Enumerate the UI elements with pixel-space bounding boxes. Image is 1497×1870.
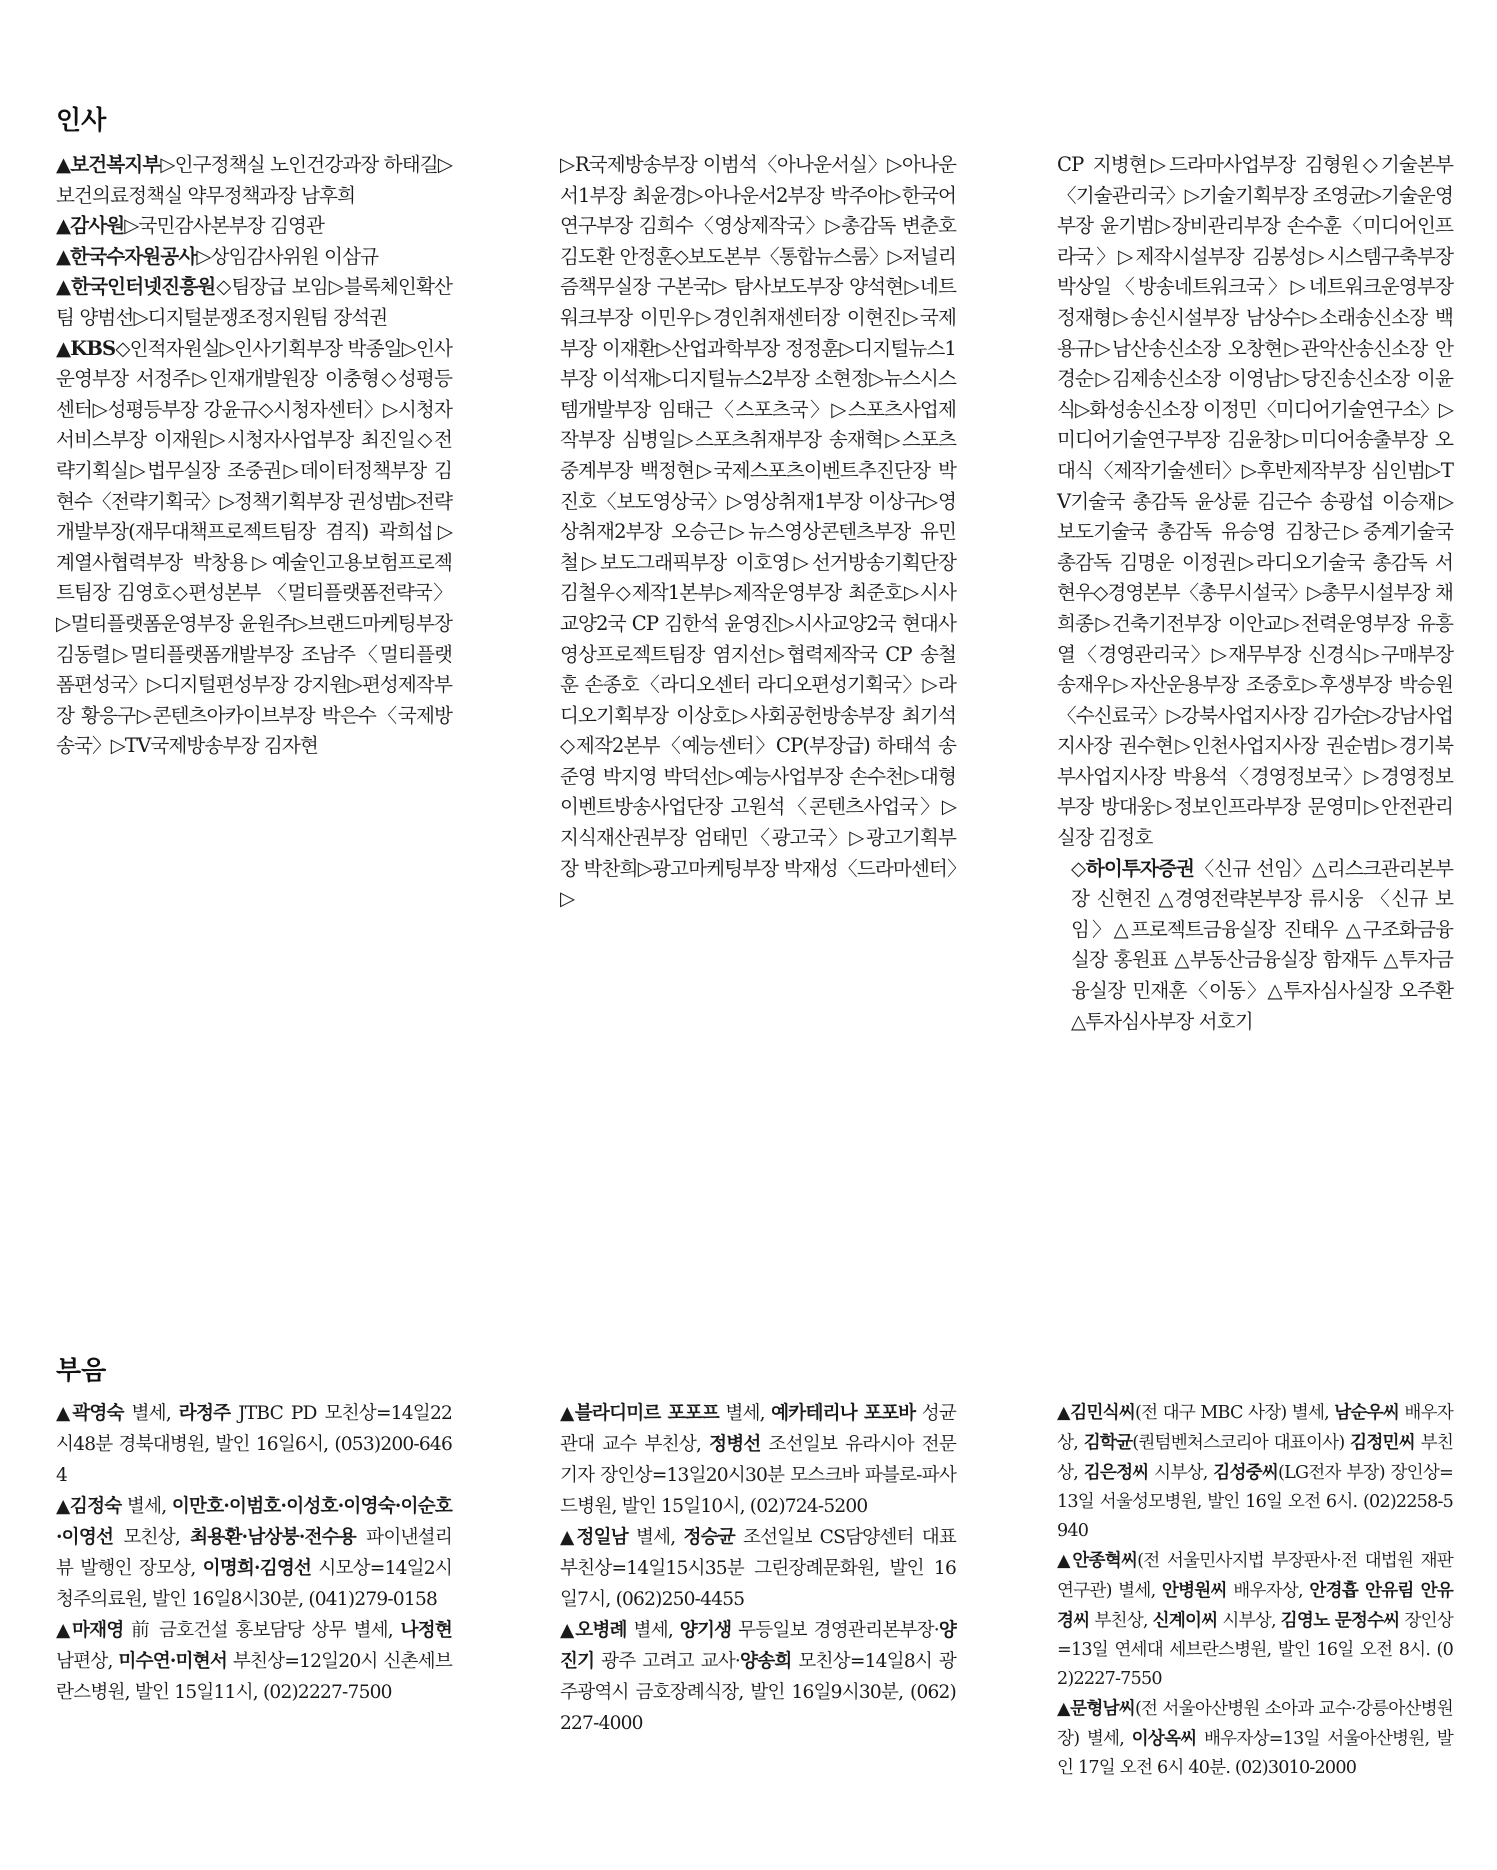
personnel-entry (56, 211, 452, 242)
section-title-personnel: 인사 (56, 106, 107, 136)
person-name: 이명희·김영선 (202, 1558, 312, 1579)
personnel-entry (56, 272, 452, 333)
person-name: ▲김정숙 (56, 1496, 122, 1517)
personnel-entry (56, 242, 452, 273)
obituary-detail: 부친상, (1057, 1433, 1454, 1483)
person-name: 남순우씨 (1334, 1402, 1400, 1423)
obituary-detail: 배우자상, (1226, 1581, 1310, 1601)
person-name: 김성중씨 (1213, 1462, 1279, 1483)
personnel-detail: CP 지병현▷드라마사업부장 김형원◇기술본부〈기술관리국〉▷기술기획부장 조영균▷기술운영부장 윤기범▷장비관리부장 손수훈〈미디어인프라국〉▷제작시설부장 김봉성▷시스템구축부장 박상일〈방송네트워크국〉▷네트워크운영부장 정재형▷송신시설부장 남상수▷소래송신소장 백용규▷남산송신소장 오창현▷관악산송신소장 안경순▷김제송신소장 이영남▷당진송신소장 이윤식▷화성송신소장 이정민〈미디어기술연구소〉▷미디어기술연구부장 김윤창▷미디어송출부장 오대식〈제작기술센터〉▷후반제작부장 심인범▷TV기술국 총감독 윤상륜 김근수 송광섭 이승재▷보도기술국 총감독 유승영 김창근▷중계기술국 총감독 김명운 이정권▷라디오기술국 총감독 서현우◇경영본부〈총무시설국〉▷총무시설부장 채희종▷건축기전부장 이안교▷전력운영부장 유흥열〈경영관리국〉▷재무부장 신경식▷구매부장 송재우▷자산운용부장 조중호▷후생부장 박승원〈수신료국〉▷강북사업지사장 김가순▷강남사업지사장 권수현▷인천사업지사장 권순범▷경기북부사업지사장 박용석〈경영정보국〉▷경영정보부장 방대웅▷정보인프라부장 문영미▷안전관리실장 김정호 (1057, 153, 1453, 850)
obituary-detail: (전 서울민사지법 부장판사·전 대법원 재판연구관) 별세, (1057, 1551, 1453, 1601)
obituary-detail: 남편상, (56, 1651, 119, 1672)
person-name: ▲마재영 (56, 1620, 124, 1641)
personnel-column-2 (560, 150, 956, 915)
person-name: 김영노 문정수씨 (1280, 1610, 1400, 1631)
obituary-column-1 (56, 1398, 452, 1708)
personnel-entry (56, 334, 452, 762)
obituary-detail: 배우자상, (1057, 1403, 1453, 1453)
personnel-entry (1057, 854, 1453, 1038)
person-name: 라정주 (178, 1403, 231, 1424)
organization-name: ◇하이투자증권 (1071, 856, 1194, 880)
obituary-detail: 모친상, (113, 1527, 191, 1548)
obituary-detail: 장인상=13일 연세대 세브란스병원, 발인 16일 오전 8시. (02)2227-7550 (1057, 1611, 1454, 1689)
obituary-entry (1057, 1694, 1453, 1783)
obituary-detail: 배우자상=13일 서울아산병원, 발인 17일 오전 6시 40분. (02)3010-2000 (1057, 1729, 1454, 1778)
obituary-detail: 시부상, (1217, 1611, 1281, 1631)
person-name: ▲문형남씨 (1057, 1698, 1135, 1719)
person-name: 정병선 (709, 1434, 761, 1455)
person-name: 양진기 (560, 1620, 957, 1672)
obituary-detail: 시부상, (1148, 1463, 1214, 1483)
obituary-detail: 무등일보 경영관리본부장· (731, 1620, 939, 1641)
personnel-detail: 〈신규 선임〉△리스크관리본부장 신현진 △경영전략본부장 류시웅 〈신규 보임〉△프로젝트금융실장 진태우 △구조화금융실장 홍원표 △부동산금융실장 함재두 △투자금융실장 민재훈〈이동〉△투자심사실장 오주환 △투자심사부장 서호기 (1071, 856, 1454, 1033)
obituary-detail: 별세, (627, 1527, 684, 1548)
person-name: ▲블라디미르 포포프 (560, 1403, 719, 1424)
organization-name: ▲한국인터넷진흥원 (56, 275, 216, 299)
obituary-detail: 별세, (718, 1403, 772, 1424)
person-name: 양송희 (740, 1651, 792, 1672)
person-name: 예카테리나 포포바 (771, 1403, 916, 1424)
obituary-detail: JTBC PD 모친상=14일22시48분 경북대병원, 발인 16일6시, (053)200-6464 (56, 1403, 453, 1486)
obituary-entry (1057, 1398, 1453, 1546)
obituary-detail: 광주 고려고 교사· (594, 1651, 741, 1672)
personnel-detail: ▷국민감사본부장 김영관 (124, 214, 325, 238)
person-name: 최용환·남상붕·전수용 (190, 1527, 356, 1548)
person-name: ▲곽영숙 (56, 1403, 124, 1424)
person-name: 김정민씨 (1350, 1432, 1415, 1453)
person-name: 미수연·미현서 (118, 1651, 228, 1672)
obituary-detail: 별세, (121, 1496, 172, 1517)
personnel-detail: ▷상임감사위원 이삼규 (196, 244, 379, 268)
person-name: ▲김민식씨 (1057, 1402, 1136, 1423)
person-name: 신계이씨 (1152, 1610, 1218, 1631)
obituary-entry (56, 1615, 452, 1708)
obituary-entry (56, 1491, 452, 1615)
personnel-detail: ▷R국제방송부장 이범석〈아나운서실〉▷아나운서1부장 최윤경▷아나운서2부장 박주아▷한국어연구부장 김희수〈영상제작국〉▷총감독 변춘호 김도환 안정훈◇보도본부〈통합뉴스룸〉▷저널리즘책무실장 구본국▷ 탐사보도부장 양석현▷네트워크부장 이민우▷경인취재센터장 이현진▷국제부장 이재환▷산업과학부장 정정훈▷디지털뉴스1부장 이석재▷디지털뉴스2부장 소현정▷뉴스시스템개발부장 임태근〈스포츠국〉▷스포츠사업제작부장 심병일▷스포츠취재부장 송재혁▷스포츠중계부장 백정현▷국제스포츠이벤트추진단장 박진호〈보도영상국〉▷영상취재1부장 이상구▷영상취재2부장 오승근▷뉴스영상콘텐츠부장 유민철▷보도그래픽부장 이호영▷선거방송기획단장 김철우◇제작1본부▷제작운영부장 최준호▷시사교양2국 CP 김한석 윤영진▷시사교양2국 현대사영상프로젝트팀장 염지선▷협력제작국 CP 송철훈 손종호〈라디오센터 라디오편성기획국〉▷라디오기획부장 이상호▷사회공헌방송부장 최기석◇제작2본부〈예능센터〉CP(부장급) 하태석 송준영 박지영 박덕선▷예능사업부장 손수천▷대형이벤트방송사업단장 고원석〈콘텐츠사업국〉▷지식재산권부장 엄태민〈광고국〉▷광고기획부장 박찬희▷광고마케팅부장 박재성〈드라마센터〉▷ (560, 153, 956, 911)
obituary-detail: 파이낸셜리뷰 발행인 장모상, (56, 1527, 452, 1579)
organization-name: ▲감사원 (56, 214, 125, 238)
person-name: ▲안종혁씨 (1057, 1550, 1138, 1571)
person-name: 김은정씨 (1083, 1462, 1149, 1483)
person-name: 이만호·이범호·이성호·이영숙·이순호·이영선 (56, 1496, 453, 1548)
person-name: 김학균 (1083, 1432, 1133, 1453)
obituary-detail: 별세, (626, 1620, 680, 1641)
obituary-detail: 모친상=14일8시 광주광역시 금호장례식장, 발인 16일9시30분, (062)227-4000 (560, 1651, 957, 1734)
person-name: ▲오병례 (560, 1620, 627, 1641)
person-name: 안병원씨 (1161, 1580, 1227, 1601)
person-name: 양기생 (679, 1620, 732, 1641)
obituary-entry (56, 1398, 452, 1491)
person-name: 정승균 (683, 1527, 735, 1548)
personnel-entry (1057, 150, 1453, 854)
person-name: 이상옥씨 (1131, 1728, 1197, 1749)
obituary-detail: (전 대구 MBC 사장) 별세, (1135, 1403, 1335, 1423)
obituary-detail: 부친상, (1089, 1611, 1153, 1631)
section-title-obituaries: 부음 (56, 1356, 107, 1386)
organization-name: ▲한국수자원공사 (56, 244, 197, 268)
personnel-detail: ◇인적자원실▷인사기획부장 박종일▷인사운영부장 서정주▷인재개발원장 이충형◇성평등센터▷성평등부장 강윤규◇시청자센터〉▷시청자서비스부장 이재원▷시청자사업부장 최진일◇전략기획실▷법무실장 조중권▷데이터정책부장 김현수〈전략기획국〉▷정책기획부장 권성범▷전략개발부장(재무대책프로젝트팀장 겸직) 곽희섭▷계열사협력부장 박창용▷예술인고용보험프로젝트팀장 김영호◇편성본부 〈멀티플랫폼전략국〉▷멀티플랫폼운영부장 윤원주▷브랜드마케팅부장 김동렬▷멀티플랫폼개발부장 조남주〈멀티플랫폼편성국〉▷디지털편성부장 강지원▷편성제작부장 황응구▷콘텐츠아카이브부장 박은수〈국제방송국〉▷TV국제방송부장 김자현 (56, 336, 452, 758)
obituary-entry (560, 1398, 956, 1522)
obituary-entry (560, 1522, 956, 1615)
person-name: ▲정일남 (560, 1527, 628, 1548)
personnel-detail: ◇팀장급 보임▷블록체인확산팀 양범선▷디지털분쟁조정지원팀 장석권 (56, 275, 453, 329)
personnel-entry (56, 150, 452, 211)
obituary-detail: 조선일보 유라시아 전문기자 장인상=13일20시30분 모스크바 파블로-파사드병원, 발인 15일10시, (02)724-5200 (560, 1434, 956, 1517)
organization-name: ▲KBS (56, 336, 116, 360)
obituary-entry (1057, 1546, 1453, 1694)
obituary-detail: 前 금호건설 홍보담당 상무 별세, (123, 1620, 401, 1641)
organization-name: ▲보건복지부 (56, 153, 161, 176)
obituary-column-2 (560, 1398, 956, 1739)
obituary-entry (560, 1615, 956, 1739)
obituary-column-3 (1057, 1398, 1453, 1783)
personnel-column-1 (56, 150, 452, 762)
obituary-detail: (LG전자 부장) 장인상=13일 서울성모병원, 발인 16일 오전 6시. (02)2258-5940 (1057, 1463, 1454, 1541)
obituary-detail: (전 서울아산병원 소아과 교수·강릉아산병원장) 별세, (1057, 1699, 1453, 1749)
obituary-detail: 성균관대 교수 부친상, (560, 1403, 957, 1455)
person-name: 나정현 (400, 1620, 452, 1641)
personnel-entry (560, 150, 956, 915)
personnel-column-3 (1057, 150, 1453, 1037)
obituary-detail: (퀀텀벤처스코리아 대표이사) (1132, 1433, 1351, 1453)
obituary-detail: 부친상=12일20시 신촌세브란스병원, 발인 15일11시, (02)2227-7500 (56, 1651, 452, 1703)
person-name: 안경흡 안유림 안유경씨 (1057, 1580, 1453, 1631)
obituary-detail: 조선일보 CS담양센터 대표 부친상=14일15시35분 그린장례문화원, 발인 16일7시, (062)250-4455 (560, 1527, 957, 1610)
obituary-detail: 시모상=14일2시 청주의료원, 발인 16일8시30분, (041)279-0158 (56, 1558, 452, 1610)
personnel-detail: ▷인구정책실 노인건강과장 하태길▷보건의료정책실 약무정책과장 남후희 (56, 153, 452, 207)
obituary-detail: 별세, (123, 1403, 179, 1424)
